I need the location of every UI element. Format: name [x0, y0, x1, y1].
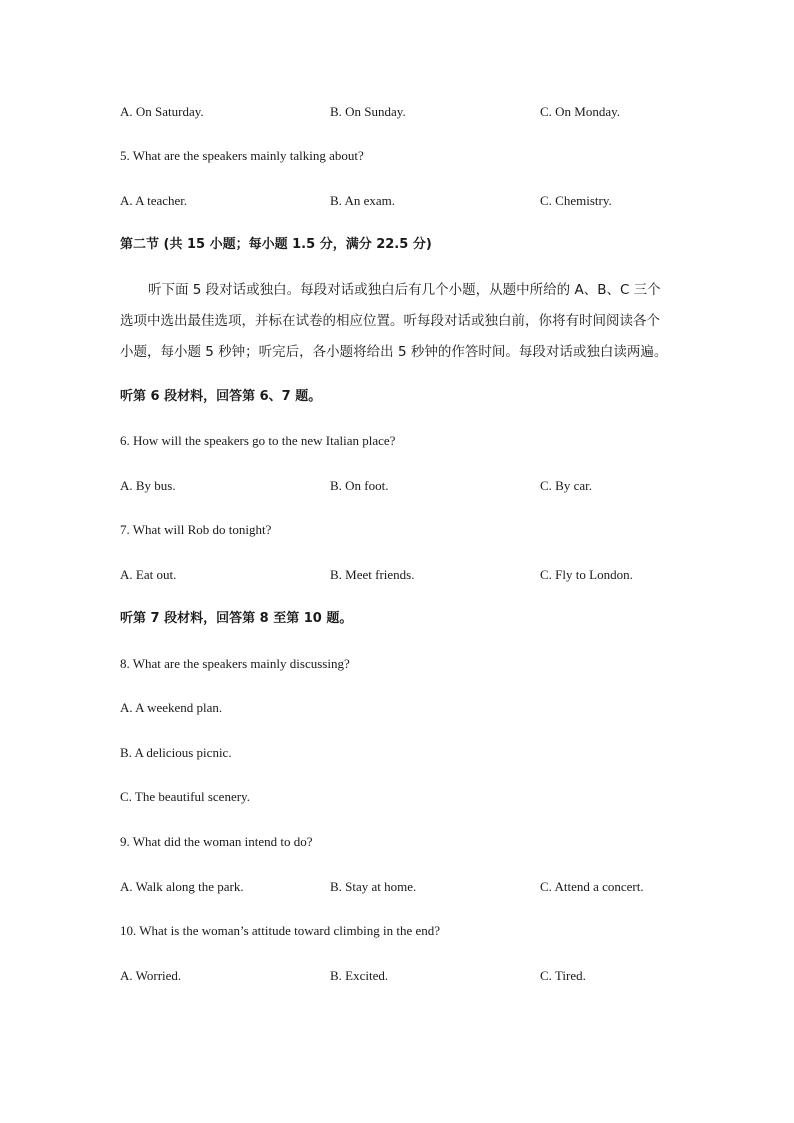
q7-question: 7. What will Rob do tonight? — [120, 522, 272, 537]
q5-option-a: A. A teacher. — [120, 193, 188, 208]
q5-option-c: C. Chemistry. — [540, 193, 612, 208]
q10-question: 10. What is the woman’s attitude toward climbing in the end? — [120, 923, 440, 938]
material6-heading: 听第 6 段材料，回答第 6、7 题。 — [120, 389, 322, 404]
q7-option-b: B. Meet friends. — [330, 567, 415, 582]
q5-option-b: B. An exam. — [330, 193, 395, 208]
q8-option-c: C. The beautiful scenery. — [120, 789, 250, 804]
q9-question: 9. What did the woman intend to do? — [120, 834, 313, 849]
q10-option-a: A. Worried. — [120, 968, 182, 983]
q6-option-c: C. By car. — [540, 478, 592, 493]
q4-option-c: C. On Monday. — [540, 104, 621, 119]
q8-option-a: A. A weekend plan. — [120, 700, 223, 715]
q9-option-c: C. Attend a concert. — [540, 879, 644, 894]
q5-question: 5. What are the speakers mainly talking about? — [120, 148, 364, 163]
q8-question: 8. What are the speakers mainly discussing? — [120, 656, 350, 671]
q7-option-a: A. Eat out. — [120, 567, 177, 582]
section2-heading: 第二节 (共 15 小题；每小题 1.5 分，满分 22.5 分) — [120, 237, 432, 252]
q9-option-b: B. Stay at home. — [330, 879, 417, 894]
instruction-line-1: 听下面 5 段对话或独白。每段对话或独白后有几个小题，从题中所给的 A、B、C 三个 — [148, 282, 661, 298]
q9-option-a: A. Walk along the park. — [120, 879, 244, 894]
q7-option-c: C. Fly to London. — [540, 567, 633, 582]
q4-option-b: B. On Sunday. — [330, 104, 406, 119]
q10-option-c: C. Tired. — [540, 968, 586, 983]
q4-option-a: A. On Saturday. — [120, 104, 204, 119]
instruction-line-2: 选项中选出最佳选项，并标在试卷的相应位置。听每段对话或独白前，你将有时间阅读各个 — [120, 313, 660, 329]
q10-option-b: B. Excited. — [330, 968, 389, 983]
q6-option-a: A. By bus. — [120, 478, 176, 493]
q6-option-b: B. On foot. — [330, 478, 389, 493]
q6-question: 6. How will the speakers go to the new Italian place? — [120, 433, 396, 448]
material7-heading: 听第 7 段材料，回答第 8 至第 10 题。 — [120, 611, 353, 626]
instruction-line-3: 小题，每小题 5 秒钟；听完后，各小题将给出 5 秒钟的作答时间。每段对话或独白读两遍。 — [120, 344, 668, 360]
q8-option-b: B. A delicious picnic. — [120, 745, 232, 760]
